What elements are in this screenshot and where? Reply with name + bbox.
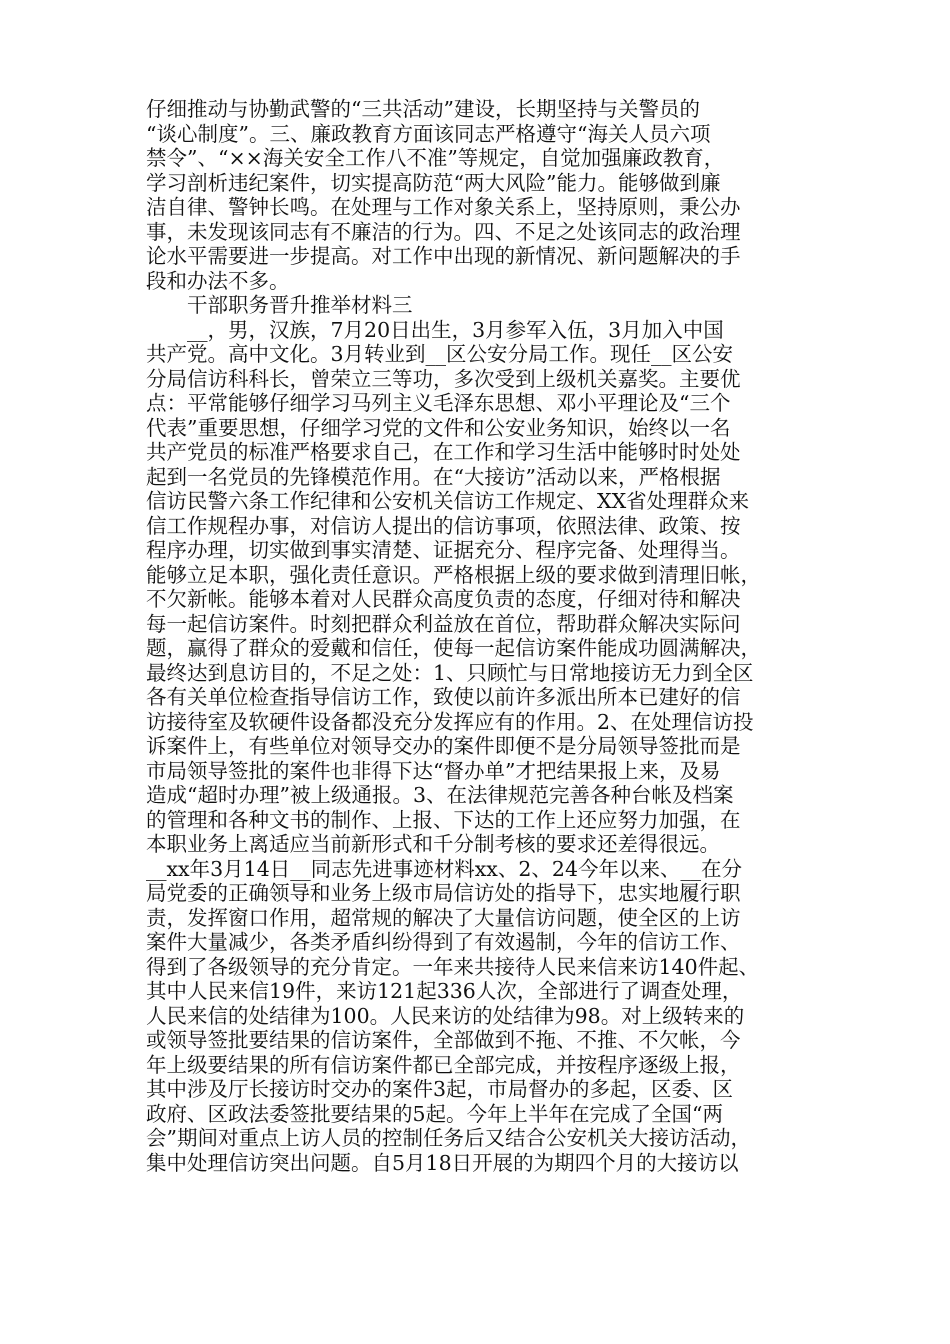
text-line: 得到了各级领导的充分肯定。一年来共接待人民来信来访140件起、 — [146, 954, 760, 979]
text-line: __，男，汉族，7月20日出生，3月参军入伍，3月加入中国 — [146, 317, 724, 342]
text-line: 其中人民来信19件，来访121起336人次，全部进行了调查处理， — [146, 979, 743, 1003]
text-line: 禁令”、“××海关安全工作八不准”等规定，自觉加强廉政教育， — [146, 146, 725, 170]
text-line: 案件大量减少，各类矛盾纠纷得到了有效遏制，今年的信访工作、 — [146, 930, 741, 954]
text-line: 最终达到息访目的，不足之处：1、只顾忙与日常地接访无力到全区 — [146, 660, 754, 685]
text-line: __xx年3月14日__同志先进事迹材料xx、2、24今年以来、__在分 — [146, 856, 743, 881]
text-line: 年上级要结果的所有信访案件都已全部完成，并按程序逐级上报， — [146, 1052, 741, 1077]
text-line: 信工作规程办事，对信访人提出的信访事项，依照法律、政策、按 — [146, 513, 741, 538]
text-line: 不欠新帐。能够本着对人民群众高度负责的态度，仔细对待和解决 — [146, 587, 741, 611]
text-line: 共产党员的标准严格要求自己，在工作和学习生活中能够时时处处 — [146, 440, 741, 464]
text-line: 本职业务上离适应当前新形式和千分制考核的要求还差得很远。 — [146, 832, 720, 856]
text-line: 政府、区政法委签批要结果的5起。今年上半年在完成了全国“两 — [146, 1101, 724, 1126]
text-line: 题，赢得了群众的爱戴和信任，使每一起信访案件能成功圆满解决， — [146, 636, 761, 660]
text-line: 市局领导签批的案件也非得下达“督办单”才把结果报上来，及易 — [146, 758, 721, 783]
text-line: 局党委的正确领导和业务上级市局信访处的指导下，忠实地履行职 — [146, 881, 741, 905]
text-line: 责，发挥窗口作用，超常规的解决了大量信访问题，使全区的上访 — [146, 905, 741, 930]
text-line: 事，未发现该同志有不廉洁的行为。四、不足之处该同志的政治理 — [146, 219, 741, 244]
text-line: 会”期间对重点上访人员的控制任务后又结合公安机关大接访活动， — [146, 1126, 751, 1150]
text-line: 信访民警六条工作纪律和公安机关信访工作规定、XX省处理群众来 — [146, 489, 750, 513]
text-line: 段和办法不多。 — [146, 268, 290, 293]
text-line: 点：平常能够仔细学习马列主义毛泽东思想、邓小平理论及“三个 — [146, 391, 731, 415]
text-line: 人民来信的处结律为100。人民来访的处结律为98。对上级转来的 — [146, 1003, 745, 1028]
text-line: 各有关单位检查指导信访工作，致使以前许多派出所本已建好的信 — [146, 685, 741, 709]
text-line: 干部职务晋升推举材料三 — [146, 293, 413, 317]
text-line: 洁自律、警钟长鸣。在处理与工作对象关系上，坚持原则，秉公办 — [146, 195, 741, 219]
text-line: 能够立足本职，强化责任意识。严格根据上级的要求做到清理旧帐， — [146, 562, 761, 587]
text-line: 集中处理信访突出问题。自5月18日开展的为期四个月的大接访以 — [146, 1150, 739, 1175]
text-line: 起到一名党员的先锋模范作用。在“大接访”活动以来，严格根据 — [146, 464, 721, 489]
text-line: 学习剖析违纪案件，切实提高防范“两大风险”能力。能够做到廉 — [146, 170, 721, 195]
text-line: 共产党。高中文化。3月转业到__区公安分局工作。现任__区公安 — [146, 342, 734, 366]
text-line: 程序办理，切实做到事实清楚、证据充分、程序完备、处理得当。 — [146, 538, 741, 562]
text-line: 代表”重要思想，仔细学习党的文件和公安业务知识，始终以一名 — [146, 415, 731, 440]
body-text — [146, 97, 826, 1175]
text-line: 造成“超时办理”被上级通报。3、在法律规范完善各种台帐及档案 — [146, 783, 734, 807]
text-line: 论水平需要进一步提高。对工作中出现的新情况、新问题解决的手 — [146, 244, 741, 268]
text-line: 访接待室及软硬件设备都没充分发挥应有的作用。2、在处理信访投 — [146, 709, 754, 734]
text-line: 或领导签批要结果的信访案件，全部做到不拖、不推、不欠帐，今 — [146, 1028, 741, 1052]
text-line: 的管理和各种文书的制作、上报、下达的工作上还应努力加强，在 — [146, 807, 741, 832]
text-line: 其中涉及厅长接访时交办的案件3起，市局督办的多起，区委、区 — [146, 1077, 734, 1101]
text-line: 仔细推动与协勤武警的“三共活动”建设，长期坚持与关警员的 — [146, 97, 700, 121]
text-line: 诉案件上，有些单位对领导交办的案件即便不是分局领导签批而是 — [146, 734, 741, 758]
text-line: “谈心制度”。三、廉政教育方面该同志严格遵守“海关人员六项 — [146, 121, 711, 146]
text-line: 分局信访科科长，曾荣立三等功，多次受到上级机关嘉奖。主要优 — [146, 366, 741, 391]
text-line: 每一起信访案件。时刻把群众利益放在首位，帮助群众解决实际问 — [146, 611, 741, 636]
